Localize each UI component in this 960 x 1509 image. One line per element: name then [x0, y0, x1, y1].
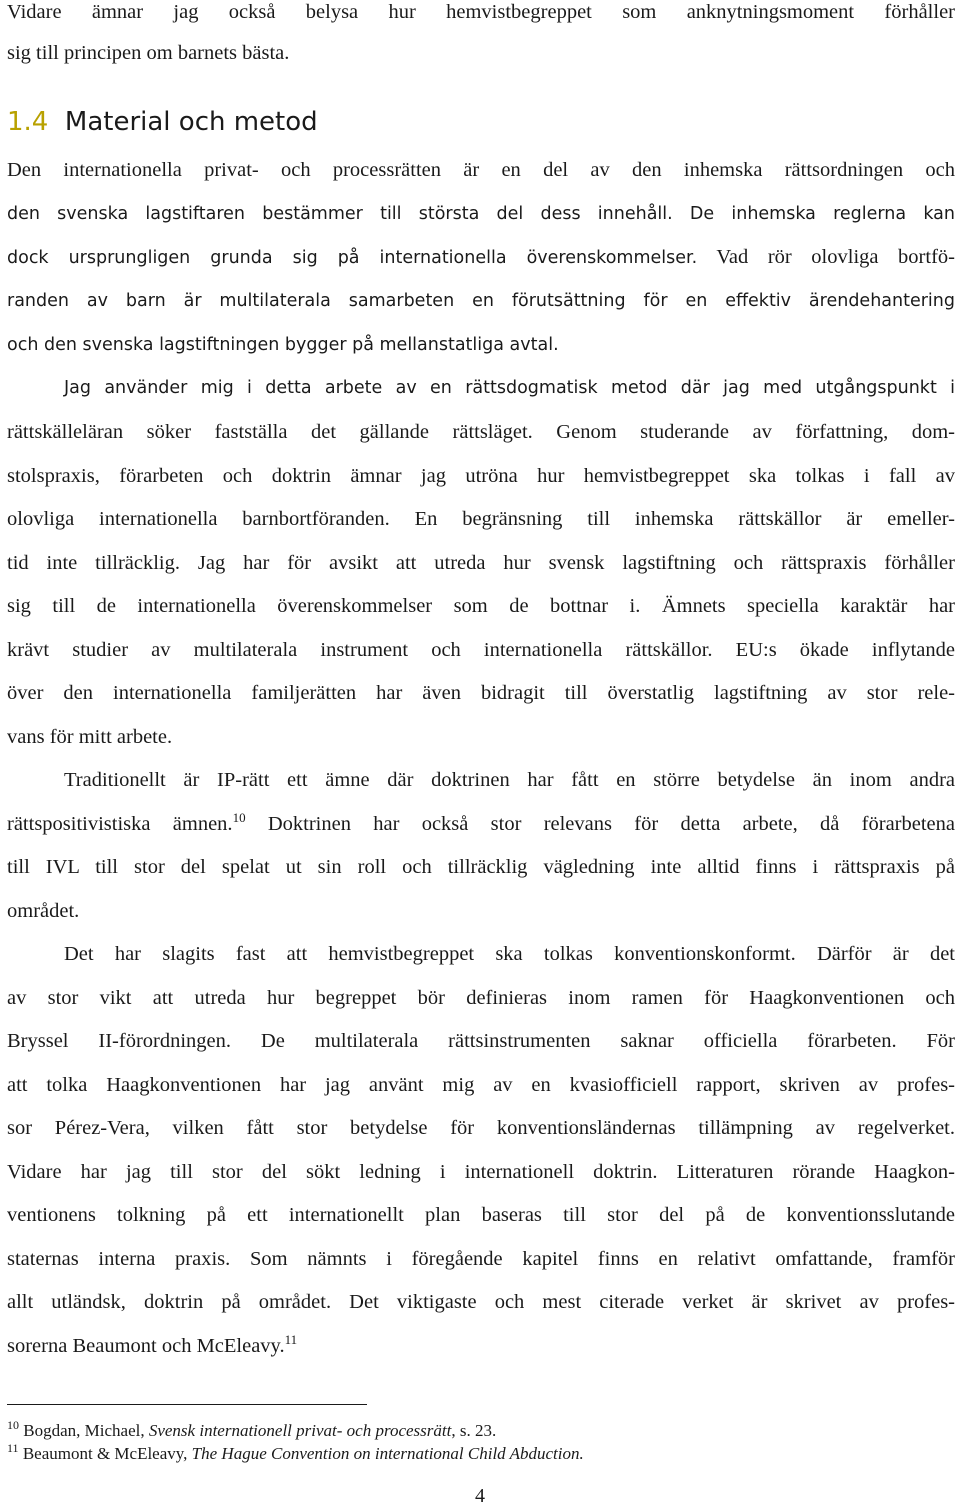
footnote-divider [7, 1404, 367, 1405]
text-line: Vidare ämnar jag också belysa hur hemvistbegreppet som anknytningsmoment förhåller [7, 1, 955, 23]
footnote-text: Beaumont & McEleavy, [22, 1444, 192, 1463]
section-heading [7, 107, 318, 137]
text-line: Traditionellt är IP-rätt ett ämne där doktrinen har fått en större betydelse än inom andra [64, 769, 955, 791]
text-line: stolspraxis, förarbeten och doktrin ämnar jag utröna hur hemvistbegreppet ska tolkas i fall av [7, 465, 955, 487]
text-line [7, 812, 955, 836]
text-line: av stor vikt att utreda hur begreppet bör definieras inom ramen för Haagkonventionen och [7, 987, 955, 1009]
footnote-text: , s. 23. [451, 1421, 497, 1440]
text-span: sorerna Beaumont och McEleavy. [7, 1335, 285, 1357]
text-line [7, 202, 955, 226]
text-line: randen av barn är multilaterala samarbeten en förutsättning för en effektiv ärendehantering [7, 291, 955, 311]
section-number: 1.4 [7, 107, 49, 137]
text-line: Den internationella privat- och processrätten är en del av den inhemska rättsordningen och [7, 159, 955, 181]
footnote-title: Svensk internationell privat- och processrätt [148, 1421, 452, 1440]
text-span: Vad rör olovliga bortfö- [716, 246, 955, 268]
text-line [7, 1334, 955, 1358]
text-line: olovliga internationella barnbortföranden. En begränsning till inhemska rättskällor är emeller- [7, 508, 955, 530]
text-line: staternas interna praxis. Som nämnts i föregående kapitel finns en relativt omfattande, framför [7, 1248, 955, 1270]
text-line: tid inte tillräcklig. Jag har för avsikt att utreda hur svensk lagstiftning och rättspraxis förhåller [7, 552, 955, 574]
text-line: krävt studier av multilaterala instrument och internationella rättskällor. EU:s ökade inflytande [7, 639, 955, 661]
text-span: De inhemska reglerna kan [689, 204, 955, 224]
text-span: dock ursprungligen grunda sig på internationella överenskommelser. [7, 248, 698, 268]
text-line: allt utländsk, doktrin på området. Det viktigaste och mest citerade verket är skrivet av profes- [7, 1291, 955, 1313]
text-line: till IVL till stor del spelat ut sin roll och tillräcklig vägledning inte alltid finns i rättspraxis på [7, 856, 955, 878]
text-line: vans för mitt arbete. [7, 726, 173, 748]
footnote-ref[interactable]: 11 [284, 1332, 298, 1347]
text-line: Bryssel II-förordningen. De multilaterala rättsinstrumenten saknar officiella förarbeten. För [7, 1030, 955, 1052]
text-line: sor Pérez-Vera, vilken fått stor betydelse för konventionsländernas tillämpning av regelverket. [7, 1117, 955, 1139]
text-line [7, 245, 955, 270]
footnote [7, 1441, 584, 1464]
footnote [7, 1418, 497, 1441]
text-span: Doktrinen har också stor relevans för detta arbete, då förarbetena [267, 813, 955, 835]
page-number: 4 [475, 1485, 485, 1507]
text-line: att tolka Haagkonventionen har jag använt mig av en kvasiofficiell rapport, skriven av profes- [7, 1074, 955, 1096]
text-line: Jag använder mig i detta arbete av en rättsdogmatisk metod där jag med utgångspunkt i [64, 378, 955, 398]
text-line: området. [7, 900, 80, 922]
text-line: över den internationella familjerätten har även bidragit till överstatlig lagstiftning av stor rele- [7, 682, 955, 704]
footnote-number: 11 [7, 1441, 19, 1455]
section-title: Material och metod [64, 107, 318, 137]
footnote-title: The Hague Convention on international Child Abduction. [191, 1444, 584, 1463]
text-line: Det har slagits fast att hemvistbegreppet ska tolkas konventionskonformt. Därför är det [64, 943, 955, 965]
text-span: rättspositivistiska ämnen. [7, 813, 233, 835]
footnote-text: Bogdan, Michael, [23, 1421, 149, 1440]
text-line: sig till de internationella överenskommelser som de bottnar i. Ämnets speciella karaktär har [7, 595, 955, 617]
text-line: och den svenska lagstiftningen bygger på mellanstatliga avtal. [7, 335, 559, 355]
text-line: rättskälleläran söker fastställa det gällande rättsläget. Genom studerande av författning, dom- [7, 421, 955, 443]
text-line: Vidare har jag till stor del sökt ledning i internationell doktrin. Litteraturen rörande Haagkon- [7, 1161, 955, 1183]
text-span: den svenska lagstiftaren bestämmer till största del dess innehåll. [7, 204, 673, 224]
footnote-ref[interactable]: 10 [232, 810, 246, 825]
footnote-number: 10 [7, 1418, 19, 1432]
text-line: ventionens tolkning på ett internationellt plan baseras till stor del på de konventionsslutande [7, 1204, 955, 1226]
text-line: sig till principen om barnets bästa. [7, 42, 290, 64]
